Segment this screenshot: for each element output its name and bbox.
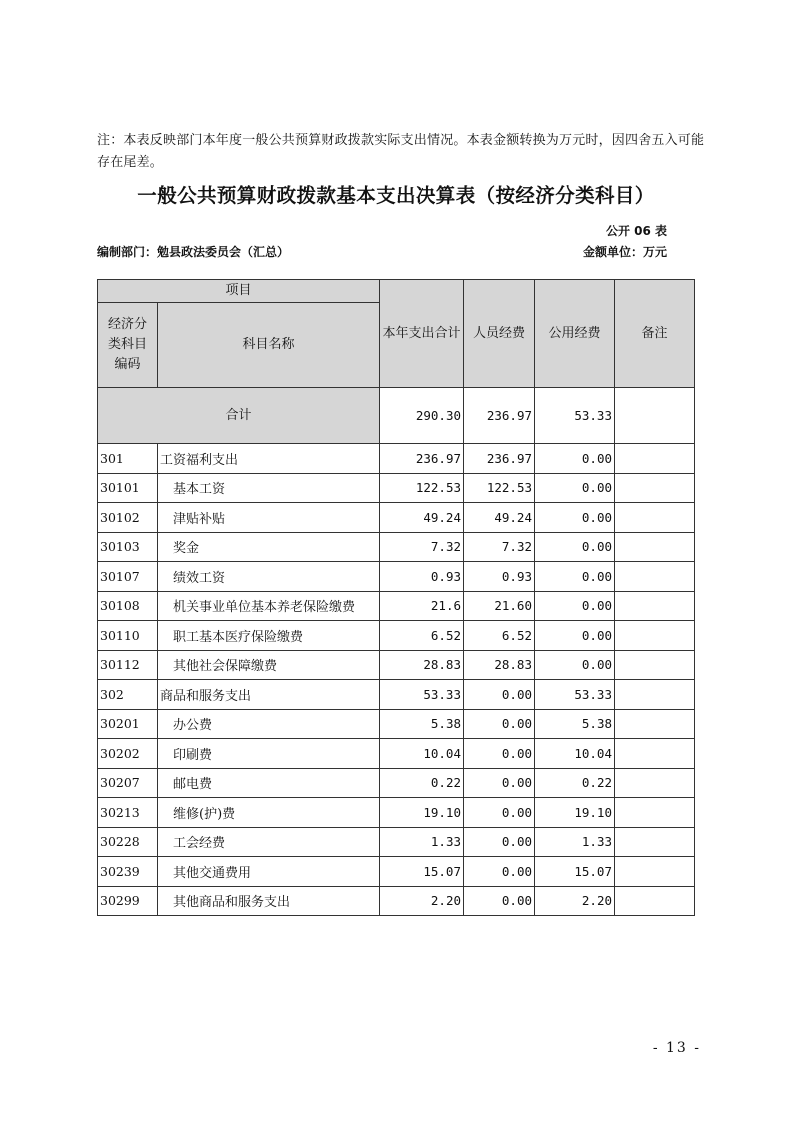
row-total: 5.38 [380,709,464,739]
row-personnel: 0.00 [464,886,535,916]
header-remark: 备注 [615,280,695,388]
row-remark [615,768,695,798]
header-project: 项目 [98,280,380,303]
row-name: 基本工资 [158,473,380,503]
table-row [98,680,695,710]
row-public: 0.00 [535,532,615,562]
row-public: 0.00 [535,591,615,621]
table-row [98,444,695,474]
row-personnel: 0.00 [464,827,535,857]
table-row [98,857,695,887]
row-remark [615,650,695,680]
table-row [98,562,695,592]
summary-personnel: 236.97 [464,388,535,444]
row-name: 津贴补贴 [158,503,380,533]
row-total: 15.07 [380,857,464,887]
row-code: 30102 [98,503,158,533]
row-name: 职工基本医疗保险缴费 [158,621,380,651]
row-public: 0.00 [535,650,615,680]
table-row [98,591,695,621]
row-name: 商品和服务支出 [158,680,380,710]
row-personnel: 7.32 [464,532,535,562]
header-personnel: 人员经费 [464,280,535,388]
row-public: 5.38 [535,709,615,739]
row-code: 30202 [98,739,158,769]
header-public: 公用经费 [535,280,615,388]
table-row [98,768,695,798]
row-remark [615,444,695,474]
row-public: 0.00 [535,444,615,474]
header-code: 经济分类科目编码 [98,303,158,388]
row-total: 10.04 [380,739,464,769]
row-total: 19.10 [380,798,464,828]
row-remark [615,680,695,710]
summary-total: 290.30 [380,388,464,444]
row-personnel: 0.00 [464,768,535,798]
row-code: 301 [98,444,158,474]
row-personnel: 0.00 [464,798,535,828]
header-name: 科目名称 [158,303,380,388]
row-remark [615,473,695,503]
row-total: 236.97 [380,444,464,474]
table-code: 公开 06 表 [605,224,667,238]
summary-row [98,388,695,444]
row-public: 2.20 [535,886,615,916]
row-total: 53.33 [380,680,464,710]
table-row [98,621,695,651]
row-total: 6.52 [380,621,464,651]
table-row [98,886,695,916]
row-public: 15.07 [535,857,615,887]
row-public: 53.33 [535,680,615,710]
row-personnel: 28.83 [464,650,535,680]
row-code: 30107 [98,562,158,592]
row-personnel: 0.00 [464,857,535,887]
row-code: 30101 [98,473,158,503]
amount-unit-label: 金额单位：万元 [582,245,667,259]
row-name: 其他交通费用 [158,857,380,887]
table-note: 注：本表反映部门本年度一般公共预算财政拨款实际支出情况。本表金额转换为万元时，因四舍五入可能存在尾差。 [97,133,705,170]
row-name: 其他社会保障缴费 [158,650,380,680]
row-total: 21.6 [380,591,464,621]
table-row [98,650,695,680]
table-row [98,827,695,857]
row-remark [615,532,695,562]
row-name: 工资福利支出 [158,444,380,474]
row-personnel: 0.93 [464,562,535,592]
row-total: 0.93 [380,562,464,592]
row-remark [615,562,695,592]
row-remark [615,709,695,739]
row-remark [615,503,695,533]
table-row [98,503,695,533]
page-title: 一般公共预算财政拨款基本支出决算表（按经济分类科目） [137,184,655,207]
row-total: 2.20 [380,886,464,916]
row-remark [615,857,695,887]
row-code: 30213 [98,798,158,828]
row-total: 0.22 [380,768,464,798]
row-public: 1.33 [535,827,615,857]
row-personnel: 21.60 [464,591,535,621]
row-code: 30112 [98,650,158,680]
row-name: 工会经费 [158,827,380,857]
row-code: 30108 [98,591,158,621]
summary-remark [615,388,695,444]
row-remark [615,739,695,769]
row-total: 7.32 [380,532,464,562]
row-public: 0.00 [535,562,615,592]
row-personnel: 0.00 [464,680,535,710]
row-name: 机关事业单位基本养老保险缴费 [158,591,380,621]
row-code: 30110 [98,621,158,651]
row-name: 其他商品和服务支出 [158,886,380,916]
row-remark [615,827,695,857]
row-name: 维修(护)费 [158,798,380,828]
summary-public: 53.33 [535,388,615,444]
table-row [98,473,695,503]
table-row [98,739,695,769]
row-name: 办公费 [158,709,380,739]
row-code: 30228 [98,827,158,857]
row-total: 28.83 [380,650,464,680]
row-public: 19.10 [535,798,615,828]
row-name: 印刷费 [158,739,380,769]
table-row [98,709,695,739]
expenditure-table [97,279,695,916]
row-public: 10.04 [535,739,615,769]
summary-label: 合计 [98,388,380,444]
row-public: 0.22 [535,768,615,798]
row-remark [615,886,695,916]
row-personnel: 236.97 [464,444,535,474]
row-personnel: 122.53 [464,473,535,503]
page-number: - 13 - [652,1040,701,1056]
row-personnel: 0.00 [464,739,535,769]
table-row [98,798,695,828]
row-personnel: 0.00 [464,709,535,739]
row-code: 302 [98,680,158,710]
row-total: 49.24 [380,503,464,533]
row-code: 30239 [98,857,158,887]
row-name: 邮电费 [158,768,380,798]
row-public: 0.00 [535,621,615,651]
row-name: 奖金 [158,532,380,562]
row-remark [615,798,695,828]
header-total: 本年支出合计 [380,280,464,388]
row-public: 0.00 [535,473,615,503]
row-code: 30201 [98,709,158,739]
row-remark [615,621,695,651]
row-total: 122.53 [380,473,464,503]
row-public: 0.00 [535,503,615,533]
row-total: 1.33 [380,827,464,857]
row-code: 30207 [98,768,158,798]
table-row [98,532,695,562]
row-personnel: 6.52 [464,621,535,651]
department-label: 编制部门：勉县政法委员会（汇总） [97,245,290,259]
row-code: 30103 [98,532,158,562]
row-code: 30299 [98,886,158,916]
row-remark [615,591,695,621]
row-personnel: 49.24 [464,503,535,533]
row-name: 绩效工资 [158,562,380,592]
